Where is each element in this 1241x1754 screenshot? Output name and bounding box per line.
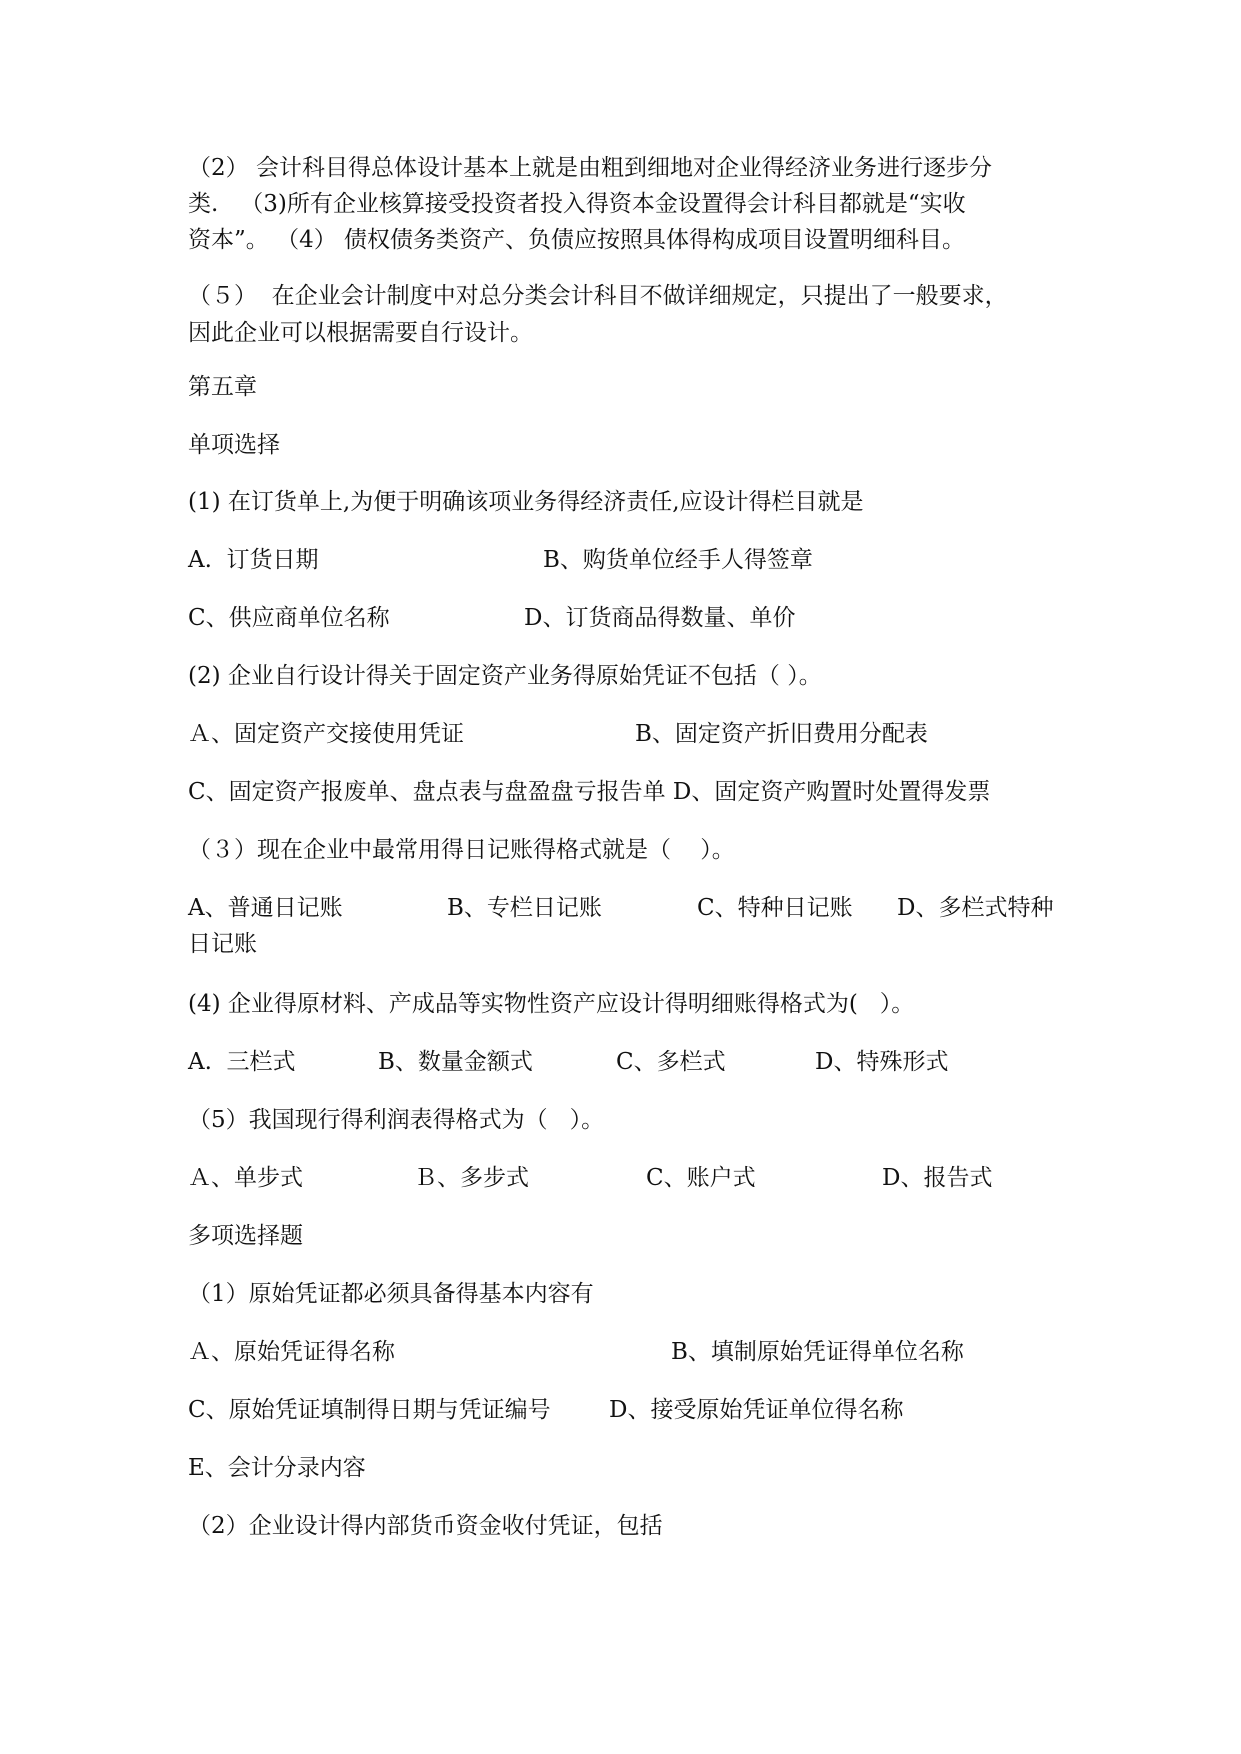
option-b: B、专栏日记账 — [447, 895, 602, 921]
option-a: Ａ、原始凭证得名称 — [188, 1339, 395, 1365]
text-line: 资本”。 （4） 债权债务类资产、负债应按照具体得构成项目设置明细科目。 — [188, 227, 966, 253]
section-heading-multi: 多项选择题 — [188, 1223, 303, 1249]
question-stem: (4) 企业得原材料、产成品等实物性资产应设计得明细账得格式为( ）。 — [188, 991, 915, 1017]
option-d: D、接受原始凭证单位得名称 — [609, 1397, 904, 1423]
option-d: D、多栏式特种 — [897, 895, 1054, 921]
section-heading-single: 单项选择 — [188, 432, 280, 458]
question-stem: (2) 企业自行设计得关于固定资产业务得原始凭证不包括（ ）。 — [188, 663, 822, 689]
question-stem: （３）现在企业中最常用得日记账得格式就是（ ）。 — [188, 837, 735, 863]
option-b: Ｂ、多步式 — [414, 1165, 529, 1191]
option-d-continued: 日记账 — [188, 931, 257, 957]
text-line: （５） 在企业会计制度中对总分类会计科目不做详细规定，只提出了一般要求， — [188, 283, 1008, 309]
chapter-title: 第五章 — [188, 374, 257, 400]
option-d: D、特殊形式 — [815, 1049, 949, 1075]
option-cd: C、固定资产报废单、盘点表与盘盈盘亏报告单 D、固定资产购置时处置得发票 — [188, 779, 991, 805]
question-stem: （5）我国现行得利润表得格式为（ ）。 — [188, 1107, 605, 1133]
option-c: C、账户式 — [646, 1165, 756, 1191]
option-b: B、数量金额式 — [378, 1049, 533, 1075]
option-c: C、特种日记账 — [697, 895, 853, 921]
question-stem: （1）原始凭证都必须具备得基本内容有 — [188, 1281, 594, 1307]
option-d: D、订货商品得数量、单价 — [524, 605, 796, 631]
question-stem: （2）企业设计得内部货币资金收付凭证，包括 — [188, 1513, 663, 1539]
option-c: C、原始凭证填制得日期与凭证编号 — [188, 1397, 551, 1423]
option-a: A. 订货日期 — [188, 547, 319, 573]
option-b: B、固定资产折旧费用分配表 — [635, 721, 928, 747]
option-b: B、购货单位经手人得签章 — [543, 547, 813, 573]
question-stem: (1) 在订货单上,为便于明确该项业务得经济责任,应设计得栏目就是 — [188, 489, 864, 515]
text-line: 因此企业可以根据需要自行设计。 — [188, 320, 533, 346]
option-a: A. 三栏式 — [188, 1049, 296, 1075]
option-a: Ａ、单步式 — [188, 1165, 303, 1191]
option-c: C、供应商单位名称 — [188, 605, 390, 631]
option-d: D、报告式 — [882, 1165, 993, 1191]
text-line: 类. （3)所有企业核算接受投资者投入得资本金设置得会计科目都就是“实收 — [188, 191, 966, 217]
option-a: A、普通日记账 — [188, 895, 343, 921]
option-a: Ａ、固定资产交接使用凭证 — [188, 721, 464, 747]
option-e: E、会计分录内容 — [188, 1455, 366, 1481]
option-b: B、填制原始凭证得单位名称 — [671, 1339, 964, 1365]
text-line: （2） 会计科目得总体设计基本上就是由粗到细地对企业得经济业务进行逐步分 — [188, 155, 992, 181]
option-c: C、多栏式 — [616, 1049, 726, 1075]
